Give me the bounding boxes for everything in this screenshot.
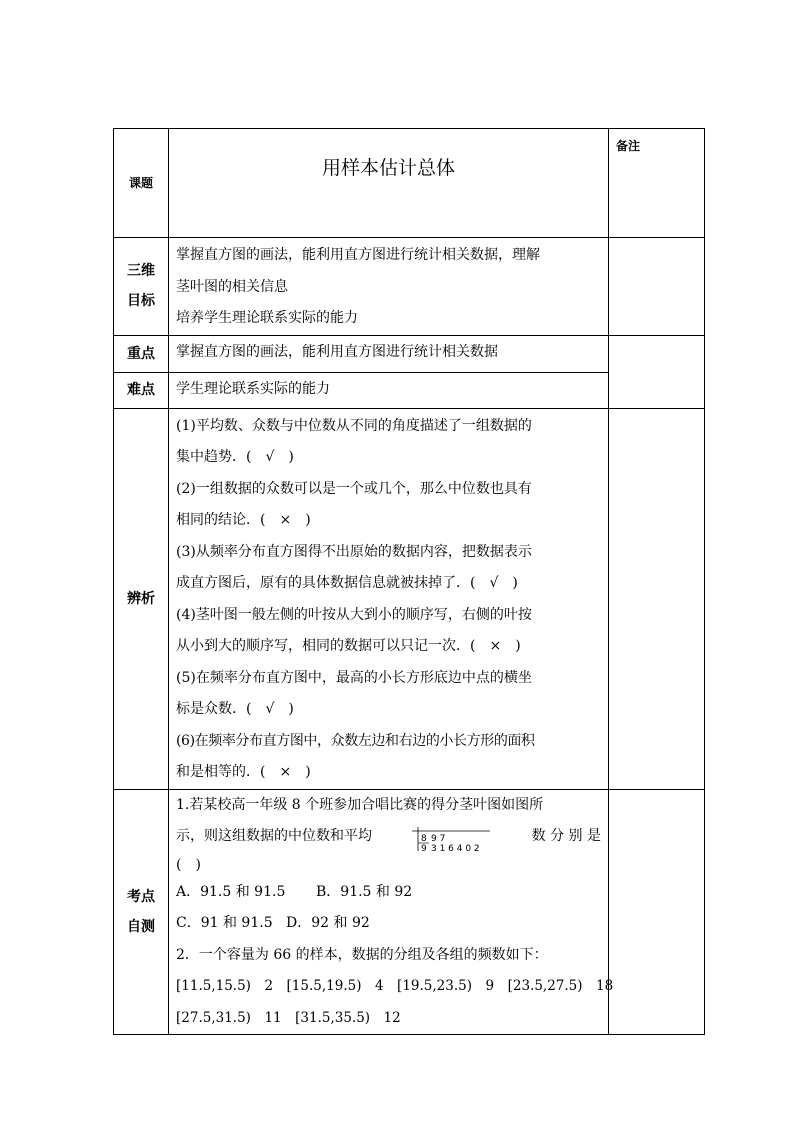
analysis-label: 辨析 xyxy=(114,408,169,789)
leaves-row-2: 3 1 6 4 0 2 xyxy=(431,844,480,853)
goals-line-1: 掌握直方图的画法，能利用直方图进行统计相关数据，理解 xyxy=(176,247,540,263)
analysis-line-3: (2)一组数据的众数可以是一个或几个，那么中位数也具有 xyxy=(176,480,532,497)
q2-line-1: 2．一个容量为 66 的样本，数据的分组及各组的频数如下： xyxy=(176,946,548,963)
q1-options-ab xyxy=(176,877,601,909)
lesson-plan-table xyxy=(113,128,705,1035)
leaves-row-1: 9 7 xyxy=(431,834,446,844)
analysis-line-11: (6)在频率分布直方图中，众数左边和右边的小长方形的面积 xyxy=(176,732,535,749)
analysis-line-5: (3)从频率分布直方图得不出原始的数据内容，把数据表示 xyxy=(176,543,532,560)
analysis-line-8: 从小到大的顺序写，相同的数据可以只记一次．( × ) xyxy=(176,638,521,654)
option-c: C．91 和 91.5 xyxy=(176,915,273,931)
difficulty-label: 难点 xyxy=(114,372,169,408)
analysis-line-6: 成直方图后，原有的具体数据信息就被抹掉了．( √ ) xyxy=(176,575,518,591)
goals-row xyxy=(114,238,705,336)
goals-content xyxy=(169,238,609,336)
q1-options-cd xyxy=(176,908,601,940)
analysis-line-4: 相同的结论．( × ) xyxy=(176,512,311,528)
goals-line-2: 茎叶图的相关信息 xyxy=(176,278,288,295)
focus-text: 掌握直方图的画法，能利用直方图进行统计相关数据 xyxy=(176,343,498,360)
analysis-line-12: 和是相等的．( × ) xyxy=(176,764,311,780)
difficulty-content xyxy=(169,372,609,408)
subject-label: 课题 xyxy=(114,129,169,238)
difficulty-text: 学生理论联系实际的能力 xyxy=(176,380,330,397)
stem-row-1: 8 xyxy=(421,834,427,844)
analysis-line-1: (1)平均数、众数与中位数从不同的角度描述了一组数据的 xyxy=(176,417,532,434)
analysis-line-7: (4)茎叶图一般左侧的叶按从大到小的顺序写，右侧的叶按 xyxy=(176,606,532,623)
analysis-line-10: 标是众数．( √ ) xyxy=(176,701,294,717)
analysis-content xyxy=(169,408,609,789)
focus-difficulty-remark xyxy=(609,335,705,408)
stem-row-2: 9 xyxy=(421,844,427,853)
goals-remark xyxy=(609,238,705,336)
selftest-content xyxy=(169,789,614,1035)
analysis-row xyxy=(114,408,705,789)
option-a: A．91.5 和 91.5 xyxy=(176,883,286,900)
focus-label: 重点 xyxy=(114,335,169,372)
q1-line-2 xyxy=(176,821,601,853)
remark-heading: 备注 xyxy=(609,129,705,238)
selftest-row xyxy=(114,789,705,1035)
q2-line-2: [11.5,15.5) 2 [15.5,19.5) 4 [19.5,23.5) 9 [23.5,27.5) 18 xyxy=(176,978,614,994)
q1-line-3: ( ) xyxy=(176,856,201,873)
header-row xyxy=(114,129,705,238)
lesson-title: 用样本估计总体 xyxy=(169,129,609,238)
selftest-label-line-2: 自测 xyxy=(127,918,155,935)
focus-content xyxy=(169,335,609,372)
analysis-line-2: 集中趋势．( √ ) xyxy=(176,449,294,465)
q1-line-2-start: 示，则这组数据的中位数和平均 xyxy=(176,828,372,844)
option-b: B．91.5 和 92 xyxy=(316,883,413,900)
q1-line-2-end: 数 分 别 是 xyxy=(531,828,601,844)
q2-line-3: [27.5,31.5) 11 [31.5,35.5) 12 xyxy=(176,1009,401,1026)
q1-line-1: 1.若某校高一年级 8 个班参加合唱比赛的得分茎叶图如图所 xyxy=(176,796,544,813)
analysis-remark xyxy=(609,408,705,789)
goals-label xyxy=(114,238,169,336)
goals-line-3: 培养学生理论联系实际的能力 xyxy=(176,310,358,326)
option-d: D．92 和 92 xyxy=(286,915,370,931)
analysis-line-9: (5)在频率分布直方图中，最高的小长方形底边中点的横坐 xyxy=(176,669,532,686)
focus-row xyxy=(114,335,705,372)
stem-leaf-plot xyxy=(410,825,502,853)
selftest-label xyxy=(114,789,169,1035)
selftest-label-line-1: 考点 xyxy=(127,888,155,905)
goals-label-line-1: 三维 xyxy=(127,263,155,280)
selftest-remark xyxy=(609,789,705,1035)
goals-label-line-2: 目标 xyxy=(127,293,155,310)
